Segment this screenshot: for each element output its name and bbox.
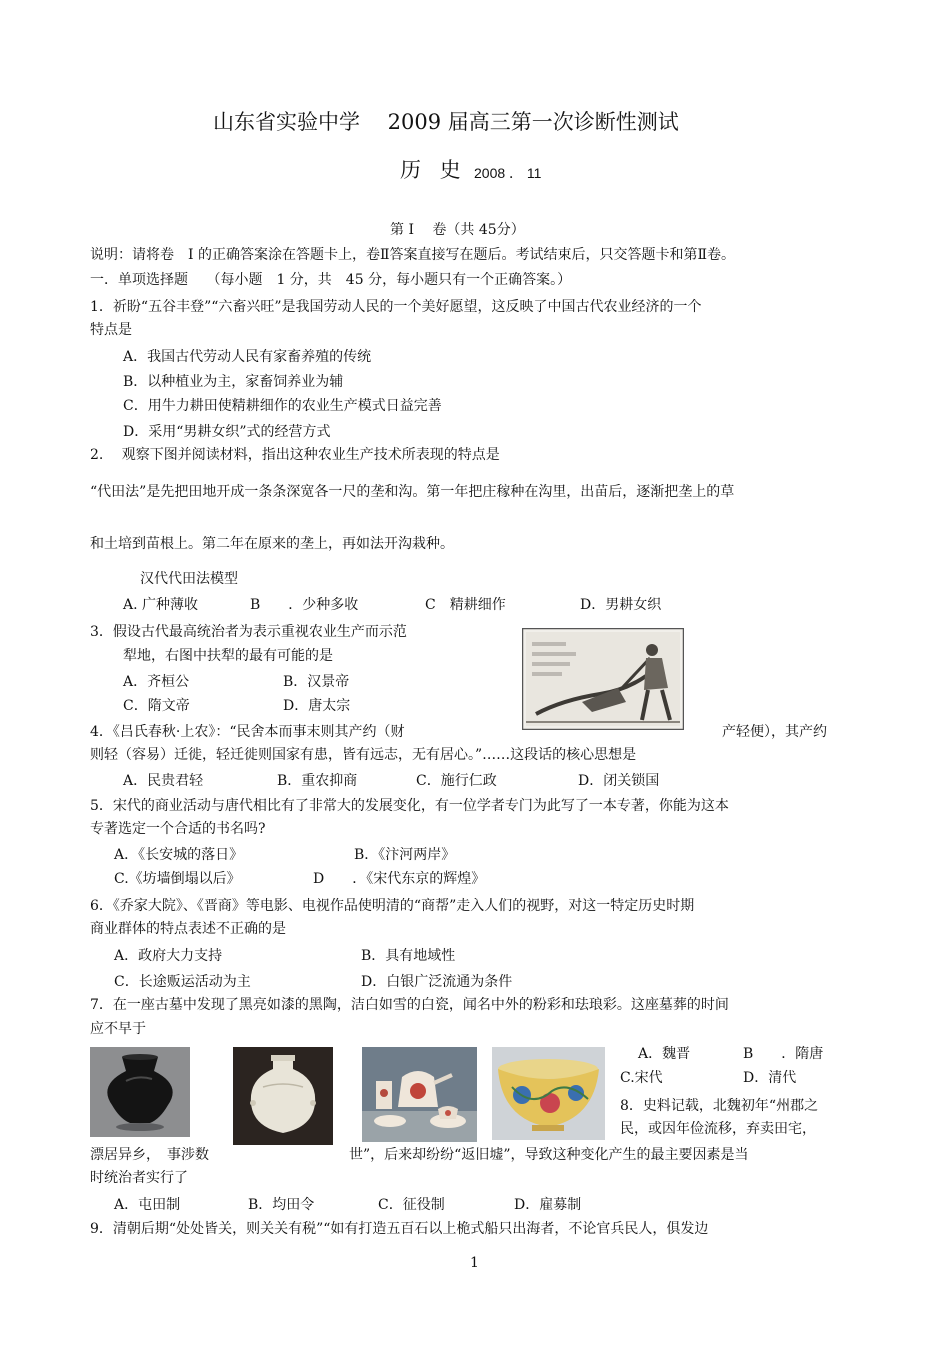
q8-stem-line1: 8．史料记载，北魏初年“州郡之: [620, 1098, 819, 1114]
q9-stem-line1: 9．清朝后期“处处皆关，则关关有税”“如有打造五百石以上桅式船只出海者，不论官兵民人，俱发边: [90, 1221, 709, 1237]
q6-stem-line1: 6．《乔家大院》、《晋商》等电影、电视作品使明清的“商帮”走入人们的视野，对这一特定历史时期: [90, 898, 695, 914]
q2-option-a: A. 广种薄收: [123, 597, 199, 613]
q1-option-c: C．用牛力耕田使精耕细作的农业生产模式日益完善: [123, 398, 442, 414]
q6-option-a: A．政府大力支持: [114, 948, 223, 964]
q7-option-c: C.宋代: [620, 1070, 663, 1086]
q4-option-a: A．民贵君轻: [123, 773, 204, 789]
q4-stem-line1-right: 产轻便），其产约: [722, 724, 827, 740]
q1-option-a: A．我国古代劳动人民有家畜养殖的传统: [123, 349, 372, 365]
q5-option-c: C.《坊墙倒塌以后》: [114, 871, 241, 887]
page-title: 山东省实验中学 2009 届高三第一次诊断性测试: [213, 110, 679, 134]
q6-stem-line2: 商业群体的特点表述不正确的是: [90, 921, 286, 937]
q8-option-c: C．征役制: [378, 1197, 445, 1213]
q3-stem-line2: 犁地，右图中扶犁的最有可能的是: [123, 648, 333, 664]
q5-option-b: B．《汴河两岸》: [354, 847, 456, 863]
q8-option-d: D．雇募制: [514, 1197, 582, 1213]
q2-option-d: D．男耕女织: [580, 597, 662, 613]
q3-option-b: B．汉景帝: [283, 674, 350, 690]
exam-date: 2008 ． 11: [474, 165, 542, 181]
q1-option-b: B．以种植业为主，家畜饲养业为辅: [123, 374, 344, 390]
q5-stem-line1: 5．宋代的商业活动与唐代相比有了非常大的发展变化，有一位学者专门为此写了一本专著，你能为这本: [90, 798, 729, 814]
q3-option-a: A．齐桓公: [123, 674, 190, 690]
q2-figure-caption: 汉代代田法模型: [140, 571, 238, 587]
q7-option-d: D．清代: [743, 1070, 797, 1086]
q3-stem-line1: 3．假设古代最高统治者为表示重视农业生产而示范: [90, 624, 407, 640]
q7-option-a: A．魏晋: [638, 1046, 691, 1062]
q2-option-c: C 精耕细作: [425, 597, 506, 613]
q7-stem-line1: 7．在一座古墓中发现了黑亮如漆的黑陶，洁白如雪的白瓷，闻名中外的粉彩和珐琅彩。这座墓葬的时间: [90, 997, 729, 1013]
q5-option-a: A．《长安城的落日》: [114, 847, 244, 863]
q8-option-b: B．均田令: [248, 1197, 315, 1213]
section-heading: 一．单项选择题 （每小题 1 分，共 45 分，每小题只有一个正确答案。）: [90, 272, 572, 288]
q3-option-c: C．隋文帝: [123, 698, 190, 714]
q5-stem-line2: 专著选定一个合适的书名吗?: [90, 821, 266, 837]
q8-stem-line4: 时统治者实行了: [90, 1170, 188, 1186]
famille-rose-tea-set-image: [362, 1047, 477, 1142]
enamel-bowl-image: [492, 1047, 605, 1140]
q5-option-d: D ．《宋代东京的辉煌》: [313, 871, 486, 887]
q4-option-d: D．闭关锁国: [578, 773, 660, 789]
part-heading: 第 Ⅰ 卷（共 45分）: [390, 222, 525, 238]
q8-stem-line3-left: 漂居异乡， 事涉数: [90, 1147, 209, 1163]
q1-stem-line2: 特点是: [90, 322, 132, 338]
q8-stem-line3-right: 世”，后来却纷纷“返旧墟”，导致这种变化产生的最主要因素是当: [349, 1147, 749, 1163]
q6-option-b: B．具有地域性: [361, 948, 456, 964]
q8-stem-line2: 民，或因年俭流移，弃卖田宅，: [620, 1121, 816, 1137]
q1-stem-line1: 1．祈盼“五谷丰登”“六畜兴旺”是我国劳动人民的一个美好愿望，这反映了中国古代农业经济的一个: [90, 299, 702, 315]
q4-option-b: B．重农抑商: [277, 773, 358, 789]
q7-stem-line2: 应不早于: [90, 1021, 146, 1037]
black-pottery-image: [90, 1047, 190, 1137]
q8-option-a: A．屯田制: [114, 1197, 181, 1213]
q2-option-b: B ．少种多收: [250, 597, 359, 613]
q2-material-line2: 和土培到苗根上。第二年在原来的垄上，再如法开沟栽种。: [90, 536, 454, 552]
q4-option-c: C．施行仁政: [416, 773, 497, 789]
q2-stem: 2. 观察下图并阅读材料，指出这种农业生产技术所表现的特点是: [90, 447, 500, 463]
q2-material-line1: “代田法”是先把田地开成一条条深宽各一尺的垄和沟。第一年把庄稼种在沟里，出苗后，逐渐把垄上的草: [90, 484, 735, 500]
q6-option-c: C．长途贩运活动为主: [114, 974, 251, 990]
instructions: 说明：请将卷 Ⅰ 的正确答案涂在答题卡上，卷Ⅱ答案直接写在题后。考试结束后，只交答题卡和第Ⅱ卷。: [90, 247, 736, 263]
q1-option-d: D．采用“男耕女织”式的经营方式: [123, 424, 331, 440]
ploughing-image: [522, 628, 684, 730]
q4-stem-line1-left: 4．《吕氏春秋·上农》：“民舍本而事末则其产约（财: [90, 724, 405, 740]
q3-option-d: D．唐太宗: [283, 698, 351, 714]
q4-stem-line2: 则轻（容易）迁徙，轻迁徙则国家有患，皆有远志，无有居心。”……这段话的核心思想是: [90, 747, 637, 763]
subject-title: 历 史: [400, 158, 467, 182]
white-porcelain-image: [233, 1047, 333, 1145]
q7-option-b: B ．隋唐: [743, 1046, 824, 1062]
page-number: 1: [470, 1255, 479, 1271]
q6-option-d: D．白银广泛流通为条件: [361, 974, 513, 990]
